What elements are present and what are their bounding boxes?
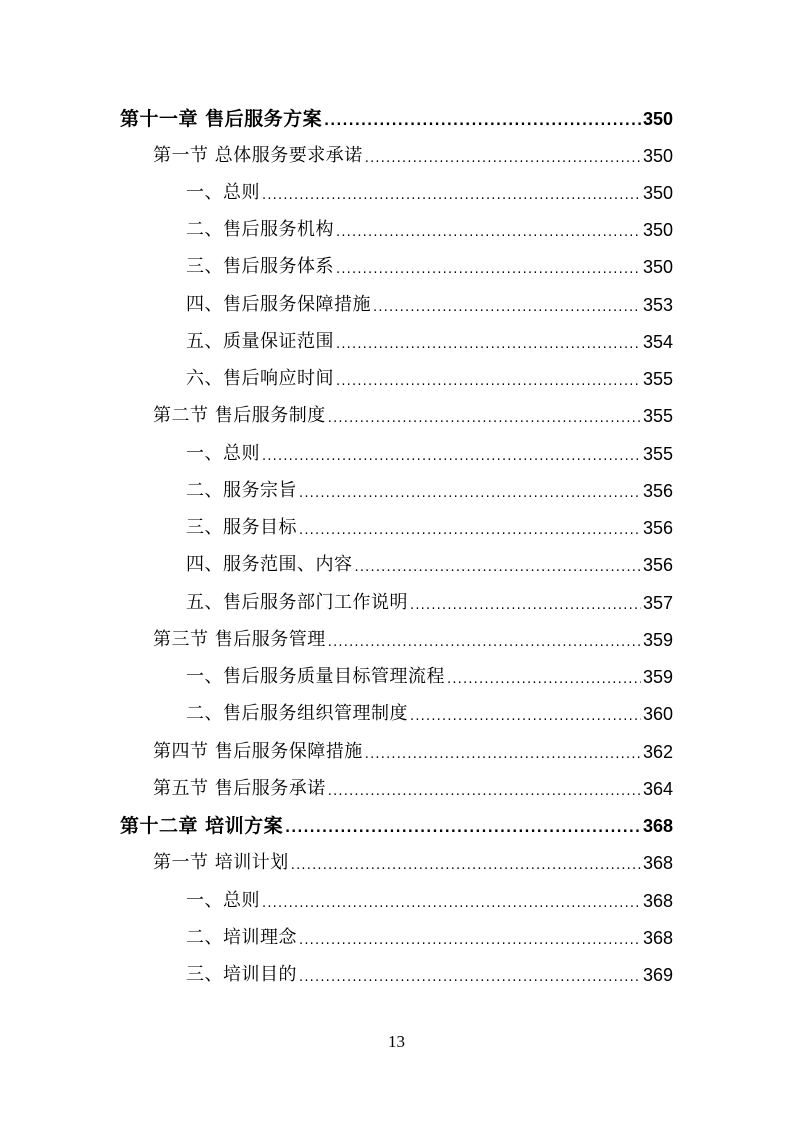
toc-entry[interactable] [186,435,673,465]
toc-entry-page: 368 [642,891,673,911]
toc-entry[interactable] [120,807,673,837]
toc-entry-page: 359 [642,630,673,650]
toc-entry-title: 一、总则 [186,443,260,464]
toc-entry-page: 355 [642,444,673,464]
toc-entry-title: 第五节 售后服务承诺 [153,778,326,799]
toc-entry[interactable] [153,844,673,874]
toc-entry-title: 四、售后服务保障措施 [186,294,371,315]
dot-leader [355,560,641,576]
dot-leader [299,970,641,986]
toc-entry[interactable] [186,286,673,316]
toc-entry[interactable] [186,509,673,539]
toc-entry[interactable] [186,919,673,949]
toc-entry-title: 三、培训目的 [186,964,297,985]
dot-leader [336,262,641,278]
dot-leader [336,337,641,353]
dot-leader [262,896,641,912]
dot-leader [324,114,641,130]
toc-entry-page: 356 [642,555,673,575]
dot-leader [285,821,641,837]
dot-leader [336,374,641,390]
toc-entry-page: 362 [642,742,673,762]
dot-leader [299,523,641,539]
toc-entry-page: 350 [642,109,673,129]
toc-entry-page: 368 [642,853,673,873]
toc-entry-title: 三、服务目标 [186,517,297,538]
dot-leader [365,151,641,167]
toc-entry-page: 353 [642,295,673,315]
dot-leader [447,672,641,688]
dot-leader [410,709,641,725]
toc-entry-page: 350 [642,257,673,277]
toc-entry-title: 第十二章 培训方案 [120,815,284,837]
toc-entry[interactable] [186,584,673,614]
toc-entry-title: 三、售后服务体系 [186,256,334,277]
toc-entry[interactable] [186,695,673,725]
dot-leader [373,300,641,316]
toc-entry-title: 二、服务宗旨 [186,480,297,501]
dot-leader [410,598,641,614]
toc-entry-page: 356 [642,481,673,501]
toc-entry-title: 二、售后服务机构 [186,219,334,240]
toc-entry[interactable] [153,137,673,167]
toc-entry-title: 第一节 培训计划 [153,852,289,873]
toc-entry[interactable] [186,323,673,353]
toc-entry-title: 第一节 总体服务要求承诺 [153,145,363,166]
toc-entry[interactable] [186,174,673,204]
dot-leader [328,784,641,800]
toc-entry-title: 第三节 售后服务管理 [153,629,326,650]
toc-entry-page: 368 [642,816,673,836]
toc-entry[interactable] [153,397,673,427]
dot-leader [291,858,641,874]
toc-entry[interactable] [186,882,673,912]
toc-entry-page: 357 [642,593,673,613]
toc-entry-page: 354 [642,332,673,352]
page-number: 13 [388,1032,405,1051]
toc-entry-title: 二、售后服务组织管理制度 [186,703,408,724]
toc-entry[interactable] [186,546,673,576]
toc-entry-title: 六、售后响应时间 [186,368,334,389]
dot-leader [262,449,641,465]
toc-entry-title: 一、总则 [186,182,260,203]
toc-entry-page: 355 [642,369,673,389]
toc-entry-page: 360 [642,704,673,724]
toc-entry-title: 一、总则 [186,890,260,911]
dot-leader [336,225,641,241]
toc-entry[interactable] [186,472,673,502]
toc-entry[interactable] [186,658,673,688]
toc-entry[interactable] [153,733,673,763]
toc-entry-page: 369 [642,965,673,985]
toc-entry-title: 一、售后服务质量目标管理流程 [186,666,445,687]
toc-entry-title: 第二节 售后服务制度 [153,405,326,426]
toc-entry[interactable] [186,211,673,241]
toc-entry-title: 五、质量保证范围 [186,331,334,352]
toc-entry-page: 350 [642,220,673,240]
toc-entry-title: 第十一章 售后服务方案 [120,108,323,130]
toc-entry-title: 第四节 售后服务保障措施 [153,741,363,762]
toc-entry[interactable] [153,770,673,800]
toc-entry-page: 368 [642,928,673,948]
toc-entry-page: 350 [642,146,673,166]
toc-entry-title: 二、培训理念 [186,927,297,948]
toc-entry-title: 五、售后服务部门工作说明 [186,592,408,613]
toc-entry-page: 359 [642,667,673,687]
toc-entry[interactable] [186,248,673,278]
toc-entry[interactable] [186,956,673,986]
toc-entry-page: 356 [642,518,673,538]
dot-leader [328,635,641,651]
dot-leader [328,411,641,427]
toc-entry-page: 350 [642,183,673,203]
dot-leader [262,188,641,204]
toc-entry[interactable] [186,360,673,390]
toc-entry[interactable] [153,621,673,651]
toc-entry-title: 四、服务范围、内容 [186,554,353,575]
dot-leader [365,747,641,763]
toc-entry-page: 355 [642,406,673,426]
dot-leader [299,486,641,502]
toc-entry[interactable] [120,100,673,130]
dot-leader [299,933,641,949]
toc-entry-page: 364 [642,779,673,799]
